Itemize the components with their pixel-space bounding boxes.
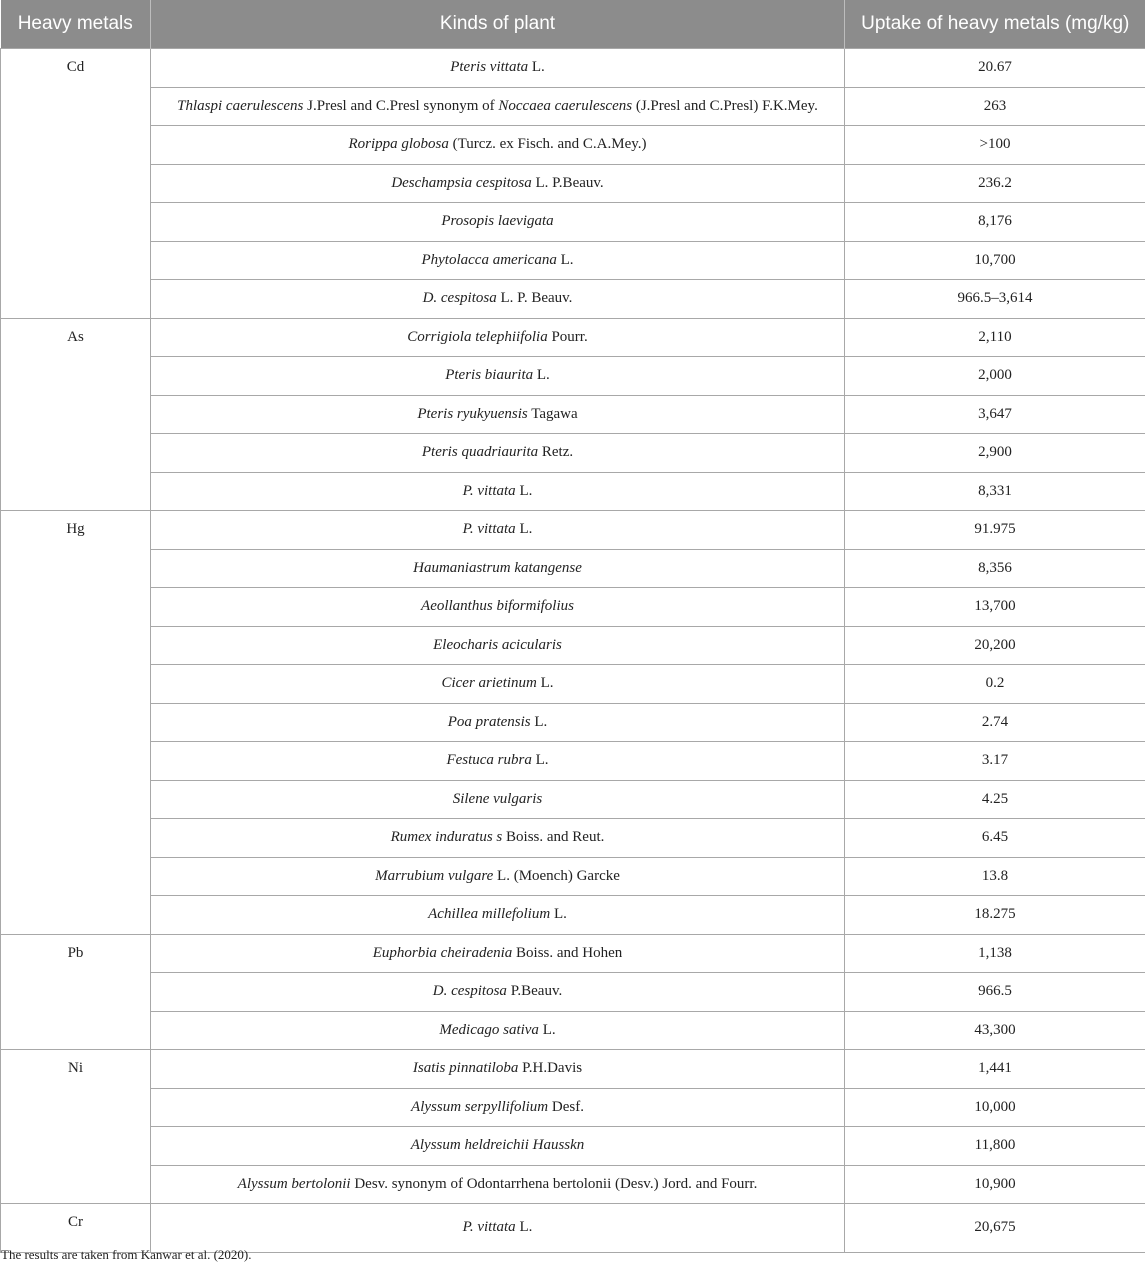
plant-species-name: Alyssum bertolonii	[237, 1175, 351, 1192]
uptake-cell: 4.25	[845, 780, 1145, 819]
metal-cell: Pb	[1, 934, 151, 1050]
plant-cell	[151, 1088, 845, 1127]
table-row	[1, 1127, 1145, 1166]
plant-species-name: Achillea millefolium	[428, 906, 551, 923]
plant-authority: J.Presl and C.Presl synonym of	[303, 97, 499, 114]
table-row	[1, 742, 1145, 781]
plant-authority: Desf.	[548, 1098, 584, 1115]
table-row	[1, 588, 1145, 627]
plant-species-name: P. vittata	[462, 1219, 516, 1236]
plant-authority: L.	[515, 521, 533, 538]
plant-authority: L.	[533, 367, 550, 384]
plant-species-name: Pteris ryukyuensis	[417, 405, 528, 422]
uptake-cell: 1,138	[845, 934, 1145, 973]
uptake-cell: 20,200	[845, 626, 1145, 665]
plant-authority: L.	[531, 752, 549, 769]
plant-cell	[151, 1204, 845, 1253]
metal-cell: Cd	[1, 49, 151, 319]
uptake-cell: 13,700	[845, 588, 1145, 627]
plant-species-name: Deschampsia cespitosa	[391, 174, 532, 191]
plant-cell	[151, 1011, 845, 1050]
plant-cell	[151, 241, 845, 280]
plant-authority: Pourr.	[547, 328, 588, 345]
table-row	[1, 703, 1145, 742]
uptake-cell: 8,356	[845, 549, 1145, 588]
uptake-cell: >100	[845, 126, 1145, 165]
metal-cell: Cr	[1, 1204, 151, 1253]
uptake-cell: 3,647	[845, 395, 1145, 434]
uptake-cell: 236.2	[845, 164, 1145, 203]
plant-cell	[151, 742, 845, 781]
plant-species-name: Pteris biaurita	[445, 367, 534, 384]
uptake-cell: 2,900	[845, 434, 1145, 473]
plant-species-name: Alyssum heldreichii Hausskn	[410, 1137, 585, 1154]
plant-cell	[151, 1165, 845, 1204]
plant-cell	[151, 357, 845, 396]
plant-authority: L. P. Beauv.	[496, 290, 573, 307]
uptake-cell: 0.2	[845, 665, 1145, 704]
plant-species-name: Phytolacca americana	[421, 251, 557, 268]
metal-cell: Ni	[1, 1050, 151, 1204]
plant-species-name: Haumaniastrum katangense	[413, 559, 582, 576]
plant-cell	[151, 49, 845, 88]
plant-cell	[151, 280, 845, 319]
table-row	[1, 203, 1145, 242]
plant-authority: (Turcz. ex Fisch. and C.A.Mey.)	[448, 136, 647, 153]
uptake-cell: 10,000	[845, 1088, 1145, 1127]
plant-authority: L.	[515, 482, 533, 499]
table-row	[1, 1011, 1145, 1050]
plant-species-name: D. cespitosa	[432, 983, 507, 1000]
plant-authority: L. (Moench) Garcke	[493, 867, 620, 884]
plant-cell	[151, 434, 845, 473]
plant-authority: Boiss. and Hohen	[512, 944, 623, 961]
plant-species-name: Noccaea caerulescens	[498, 97, 633, 114]
plant-cell	[151, 665, 845, 704]
uptake-cell: 20.67	[845, 49, 1145, 88]
plant-species-name: P. vittata	[462, 521, 516, 538]
table-row	[1, 780, 1145, 819]
plant-cell	[151, 318, 845, 357]
plant-species-name: Pteris quadriaurita	[421, 444, 539, 461]
plant-cell	[151, 588, 845, 627]
plant-cell	[151, 395, 845, 434]
uptake-cell: 2,000	[845, 357, 1145, 396]
uptake-cell: 91.975	[845, 511, 1145, 550]
plant-species-name: Silene vulgaris	[452, 790, 543, 807]
plant-species-name: Pteris vittata	[450, 59, 529, 76]
uptake-cell: 966.5–3,614	[845, 280, 1145, 319]
plant-species-name: Alyssum serpyllifolium	[411, 1098, 549, 1115]
plant-cell	[151, 203, 845, 242]
table-row	[1, 511, 1145, 550]
plant-authority: L.	[515, 1219, 533, 1236]
plant-cell	[151, 896, 845, 935]
plant-cell	[151, 934, 845, 973]
plant-species-name: Poa pratensis	[447, 713, 531, 730]
plant-cell	[151, 549, 845, 588]
table-row	[1, 126, 1145, 165]
uptake-cell: 6.45	[845, 819, 1145, 858]
plant-authority: L.	[556, 251, 574, 268]
uptake-cell: 1,441	[845, 1050, 1145, 1089]
table-body	[1, 49, 1145, 1253]
plant-species-name: Cicer arietinum	[441, 675, 537, 692]
table-row	[1, 857, 1145, 896]
plant-cell	[151, 126, 845, 165]
table-row	[1, 1165, 1145, 1204]
plant-authority: Desv. synonym of Odontarrhena bertolonii (Desv.) Jord. and Fourr.	[350, 1175, 758, 1192]
table-row	[1, 87, 1145, 126]
uptake-cell: 13.8	[845, 857, 1145, 896]
metal-cell: Hg	[1, 511, 151, 935]
uptake-cell: 10,900	[845, 1165, 1145, 1204]
plant-species-name: Eleocharis acicularis	[433, 636, 562, 653]
plant-cell	[151, 1127, 845, 1166]
table-row	[1, 549, 1145, 588]
plant-authority: L.	[550, 906, 567, 923]
table-row	[1, 395, 1145, 434]
table-row	[1, 896, 1145, 935]
plant-authority: L.	[528, 59, 545, 76]
table-row	[1, 665, 1145, 704]
uptake-cell: 10,700	[845, 241, 1145, 280]
plant-authority: Retz.	[538, 444, 574, 461]
table-row	[1, 973, 1145, 1012]
plant-species-name: Euphorbia cheiradenia	[372, 944, 513, 961]
metal-cell: As	[1, 318, 151, 511]
plant-cell	[151, 1050, 845, 1089]
plant-authority: Tagawa	[527, 405, 578, 422]
uptake-cell: 3.17	[845, 742, 1145, 781]
table-row	[1, 1204, 1145, 1253]
plant-species-name: Aeollanthus biformifolius	[421, 598, 574, 615]
table-row	[1, 164, 1145, 203]
uptake-cell: 11,800	[845, 1127, 1145, 1166]
plant-authority: Boiss. and Reut.	[502, 829, 605, 846]
header-uptake: Uptake of heavy metals (mg/kg)	[845, 0, 1145, 49]
plant-species-name: Thlaspi caerulescens	[177, 97, 304, 114]
plant-cell	[151, 87, 845, 126]
plant-cell	[151, 626, 845, 665]
plant-cell	[151, 511, 845, 550]
table-row	[1, 241, 1145, 280]
table-row	[1, 357, 1145, 396]
plant-cell	[151, 472, 845, 511]
plant-authority: L. P.Beauv.	[531, 174, 604, 191]
plant-authority: L.	[530, 713, 548, 730]
plant-authority: P.H.Davis	[518, 1060, 583, 1077]
plant-cell	[151, 780, 845, 819]
plant-species-name: Corrigiola telephiifolia	[407, 328, 548, 345]
plant-cell	[151, 973, 845, 1012]
plant-authority: P.Beauv.	[506, 983, 563, 1000]
uptake-cell: 43,300	[845, 1011, 1145, 1050]
plant-species-name: Isatis pinnatiloba	[412, 1060, 519, 1077]
header-kinds-of-plant: Kinds of plant	[151, 0, 845, 49]
plant-cell	[151, 703, 845, 742]
table-row	[1, 626, 1145, 665]
table-row	[1, 934, 1145, 973]
plant-species-name: D. cespitosa	[422, 290, 497, 307]
table-header-row	[1, 0, 1145, 49]
plant-species-name: Festuca rubra	[446, 752, 532, 769]
table-row	[1, 819, 1145, 858]
table-row	[1, 280, 1145, 319]
plant-species-name: Medicago sativa	[439, 1021, 539, 1038]
table-row	[1, 49, 1145, 88]
table-row	[1, 472, 1145, 511]
plant-species-name: Prosopis laevigata	[441, 213, 554, 230]
plant-cell	[151, 857, 845, 896]
table-row	[1, 434, 1145, 473]
table-row	[1, 1088, 1145, 1127]
uptake-cell: 2,110	[845, 318, 1145, 357]
uptake-cell: 2.74	[845, 703, 1145, 742]
plant-cell	[151, 819, 845, 858]
plant-species-name: Marrubium vulgare	[375, 867, 494, 884]
uptake-cell: 8,176	[845, 203, 1145, 242]
plant-species-name: Rorippa globosa	[348, 136, 449, 153]
uptake-cell: 18.275	[845, 896, 1145, 935]
table-row	[1, 1050, 1145, 1089]
plant-authority: (J.Presl and C.Presl) F.K.Mey.	[632, 97, 818, 114]
plant-species-name: Rumex induratus s	[390, 829, 503, 846]
header-heavy-metals: Heavy metals	[1, 0, 151, 49]
uptake-cell: 20,675	[845, 1204, 1145, 1253]
plant-species-name: P. vittata	[462, 482, 516, 499]
table-footnote: The results are taken from Kanwar et al. (2020).	[1, 1247, 252, 1262]
table-row	[1, 318, 1145, 357]
uptake-cell: 8,331	[845, 472, 1145, 511]
uptake-cell: 966.5	[845, 973, 1145, 1012]
uptake-cell: 263	[845, 87, 1145, 126]
plant-authority: L.	[538, 1021, 556, 1038]
plant-cell	[151, 164, 845, 203]
plant-authority: L.	[536, 675, 554, 692]
